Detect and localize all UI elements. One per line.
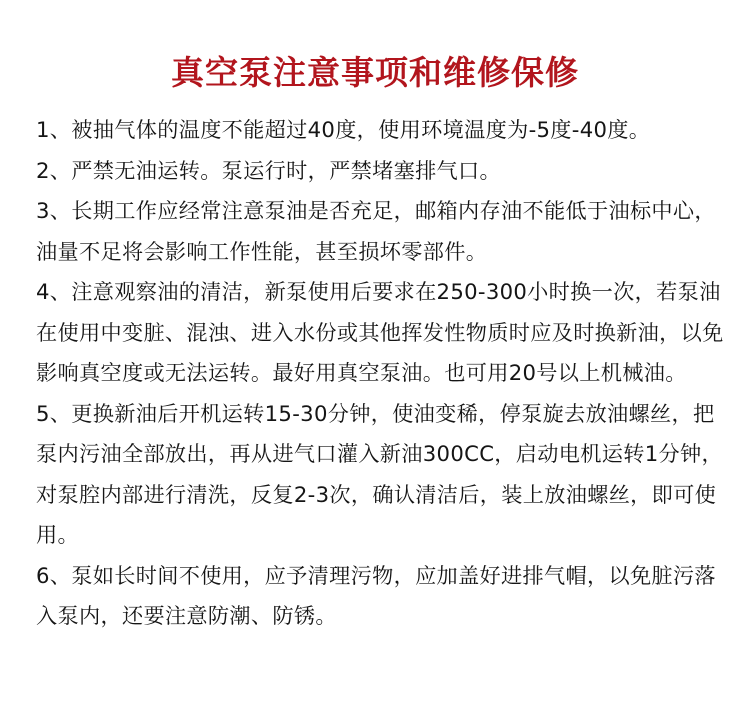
note-item-6: 6、泵如长时间不使用，应予清理污物，应加盖好进排气帽，以免脏污落入泵内，还要注意防潮、防锈。 bbox=[36, 562, 716, 628]
note-item-5: 5、更换新油后开机运转15-30分钟，使油变稀，停泵旋去放油螺丝，把泵内污油全部放出，再从进气口灌入新油300CC，启动电机运转1分钟，对泵腔内部进行清洗，反复2-3次，确认清洁后，装上放油螺丝，即可使用。 bbox=[36, 400, 723, 547]
page-title: 真空泵注意事项和维修保修 bbox=[171, 53, 579, 93]
notes-list bbox=[36, 110, 726, 637]
note-item-2: 2、严禁无油运转。泵运行时，严禁堵塞排气口。 bbox=[36, 157, 502, 183]
note-item-3: 3、长期工作应经常注意泵油是否充足，邮箱内存油不能低于油标中心，油量不足将会影响工作性能，甚至损坏零部件。 bbox=[36, 198, 716, 264]
note-item-1: 1、被抽气体的温度不能超过40度，使用环境温度为-5度-40度。 bbox=[36, 117, 651, 142]
note-item-4: 4、注意观察油的清洁，新泵使用后要求在250-300小时换一次，若泵油在使用中变脏、混浊、进入水份或其他挥发性物质时应及时换新油，以免影响真空度或无法运转。最好用真空泵油。也可用20号以上机械油。 bbox=[36, 279, 724, 385]
